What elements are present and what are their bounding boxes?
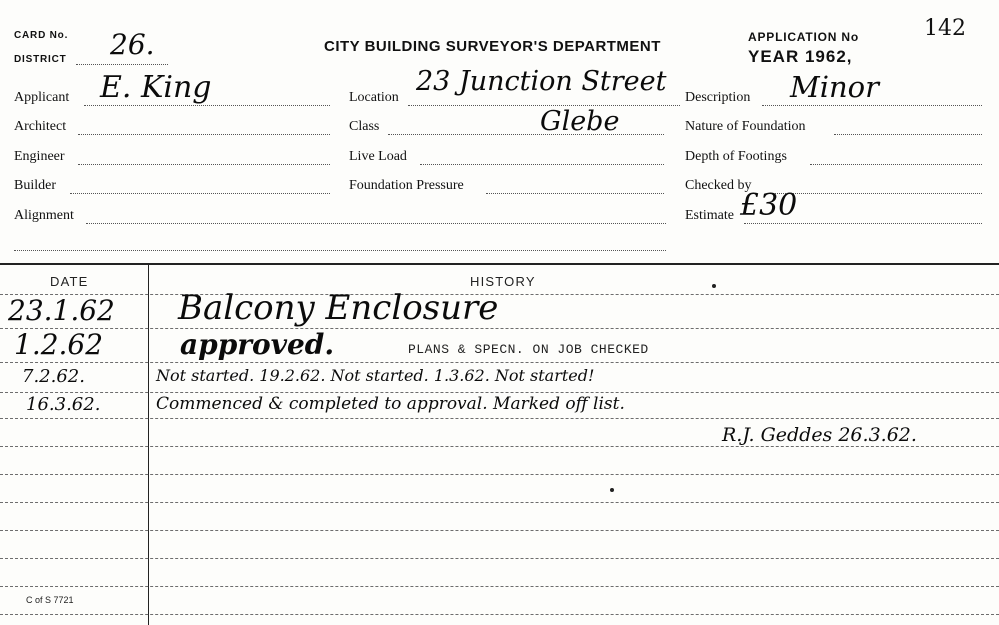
estimate-value: £30 <box>740 188 798 223</box>
history-date-4: 16.3.62. <box>26 394 101 415</box>
form-code: C of S 7721 <box>26 595 74 605</box>
applicant-label: Applicant <box>14 90 70 105</box>
description-value: Minor <box>790 70 879 104</box>
foundation-pressure-line <box>486 193 664 194</box>
estimate-line <box>744 223 982 224</box>
ruled-line <box>0 418 999 419</box>
ruled-line <box>0 446 999 447</box>
ruled-line <box>0 294 999 295</box>
date-column-header: DATE <box>50 274 89 289</box>
class-value: Glebe <box>540 106 620 137</box>
description-label: Description <box>685 90 751 105</box>
ruled-line <box>0 328 999 329</box>
history-entry-4: Commenced & completed to approval. Marked off list. <box>156 394 625 414</box>
depth-of-footings-label: Depth of Footings <box>685 149 787 164</box>
engineer-line <box>78 164 330 165</box>
foundation-pressure-label: Foundation Pressure <box>349 178 464 193</box>
ruled-line <box>0 502 999 503</box>
district-label: DISTRICT <box>14 54 67 65</box>
ink-mark <box>610 488 614 492</box>
class-label: Class <box>349 119 380 134</box>
location-value: 23 Junction Street <box>416 66 667 97</box>
applicant-value: E. King <box>100 70 212 105</box>
live-load-line <box>420 164 664 165</box>
history-date-1: 23.1.62 <box>8 294 115 327</box>
ruled-line <box>0 586 999 587</box>
estimate-label: Estimate <box>685 208 734 223</box>
location-label: Location <box>349 90 399 105</box>
history-entry-1: Balcony Enclosure <box>178 288 499 328</box>
checked-by-label: Checked by <box>685 178 752 193</box>
alignment-label: Alignment <box>14 208 74 223</box>
history-date-3: 7.2.62. <box>22 366 85 387</box>
ruled-line <box>0 614 999 615</box>
application-label: APPLICATION No <box>748 30 859 44</box>
ruled-line <box>0 392 999 393</box>
engineer-label: Engineer <box>14 149 65 164</box>
ruled-line <box>0 530 999 531</box>
depth-of-footings-line <box>810 164 982 165</box>
card-no-label: CARD No. <box>14 30 69 41</box>
history-column-header: HISTORY <box>470 274 536 289</box>
ruled-line <box>0 558 999 559</box>
blank-line <box>14 250 666 251</box>
live-load-label: Live Load <box>349 149 407 164</box>
district-value: 26. <box>110 28 155 61</box>
class-line <box>388 134 664 135</box>
applicant-line <box>84 105 330 106</box>
district-dotted-line <box>76 64 168 65</box>
ruled-line <box>0 362 999 363</box>
department-title: CITY BUILDING SURVEYOR'S DEPARTMENT <box>324 38 661 55</box>
ink-mark <box>712 284 716 288</box>
nature-of-foundation-label: Nature of Foundation <box>685 119 806 134</box>
plans-checked-stamp: PLANS & SPECN. ON JOB CHECKED <box>408 342 649 357</box>
builder-line <box>70 193 330 194</box>
application-number: 142 <box>924 16 966 41</box>
history-entry-2: approved. <box>180 328 335 361</box>
section-divider <box>0 263 999 265</box>
alignment-line <box>86 223 666 224</box>
date-column-divider <box>148 265 149 625</box>
nature-of-foundation-line <box>834 134 982 135</box>
year-label: YEAR 1962, <box>748 47 853 66</box>
checked-by-line <box>770 193 982 194</box>
architect-label: Architect <box>14 119 67 134</box>
history-entry-3: Not started. 19.2.62. Not started. 1.3.62. Not started! <box>156 366 595 385</box>
ruled-line <box>0 474 999 475</box>
architect-line <box>78 134 330 135</box>
description-line <box>762 105 982 106</box>
history-date-2: 1.2.62 <box>14 328 104 361</box>
inspector-signature: R.J. Geddes 26.3.62. <box>722 424 917 446</box>
builder-label: Builder <box>14 178 56 193</box>
